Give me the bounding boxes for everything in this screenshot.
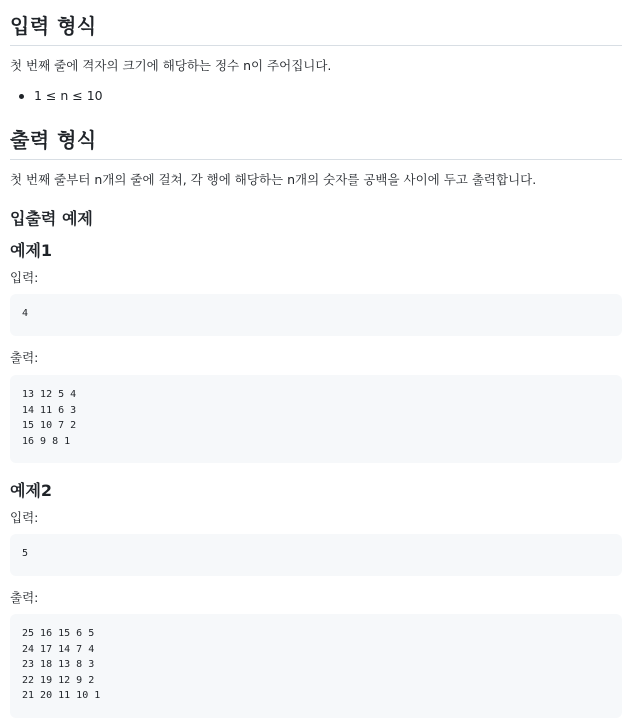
input-format-heading: 입력 형식 — [10, 10, 622, 46]
constraint-item: 1 ≤ n ≤ 10 — [10, 88, 103, 103]
example-1-input-block[interactable]: 4 — [10, 294, 622, 336]
example-2-output-label: 출력: — [10, 590, 39, 605]
example-2-title: 예제2 — [10, 481, 53, 500]
example-2-input-block[interactable]: 5 — [10, 534, 622, 576]
examples-heading: 입출력 예제 — [10, 209, 93, 228]
example-1-input-label: 입력: — [10, 270, 39, 285]
example-1-title: 예제1 — [10, 241, 53, 260]
example-1-output-block[interactable]: 13 12 5 4 14 11 6 3 15 10 7 2 16 9 8 1 — [10, 375, 622, 463]
example-1-output-label: 출력: — [10, 350, 39, 365]
example-2-output-block[interactable]: 25 16 15 6 5 24 17 14 7 4 23 18 13 8 3 22 19 12 9 2 21 20 11 10 1 — [10, 614, 622, 718]
example-2-input-label: 입력: — [10, 510, 39, 525]
output-format-heading: 출력 형식 — [10, 124, 622, 160]
input-constraints-list — [10, 88, 103, 103]
output-format-description: 첫 번째 줄부터 n개의 줄에 걸쳐, 각 행에 해당하는 n개의 숫자를 공백을 사이에 두고 출력합니다. — [10, 172, 537, 187]
input-format-description: 첫 번째 줄에 격자의 크기에 해당하는 정수 n이 주어집니다. — [10, 58, 332, 73]
